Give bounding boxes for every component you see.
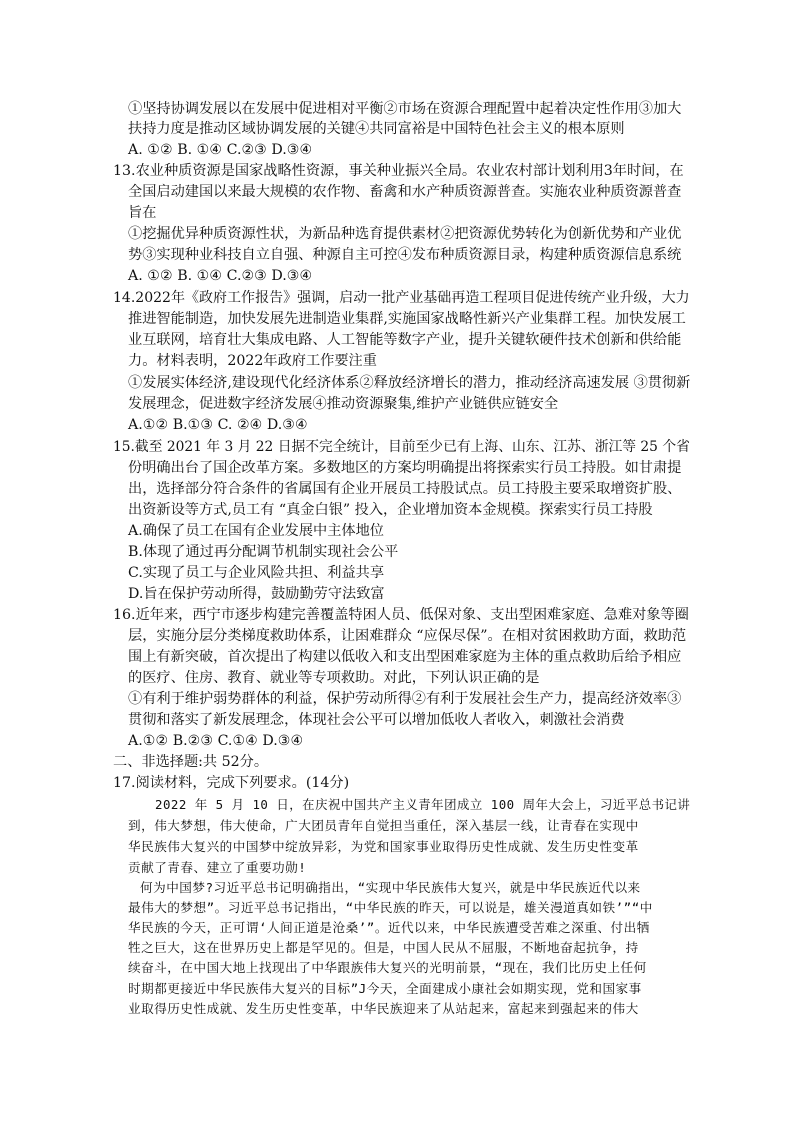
text-line: ①挖掘优异种质资源性状，为新品种选育提供素材②把资源优势转化为创新优势和产业优 [128, 226, 682, 242]
text-line: 出资新设等方式,员工有 “真金白银” 投入，企业增加资本金规模。探索实行员工持股 [128, 502, 653, 518]
text-line: 15.截至 2021 年 3 月 22 日据不完全统计，目前至少已有上海、山东、江苏、浙江等 25 个省 [113, 439, 690, 455]
text-line: 13.农业种质资源是国家战略性资源，事关种业振兴全局。农业农村部计划利用3年时间，在 [113, 163, 684, 179]
text-line: ①发展实体经济,建设现代化经济体系②释放经济增长的潜力，推动经济高速发展 ③贯彻新 [128, 375, 691, 391]
text-line: A. ①② B. ①④ C.②③ D.③④ [128, 142, 313, 158]
text-line: 围上有新突破，首次提出了构建以低收入和支出型困难家庭为主体的重点救助后给予相应 [128, 649, 682, 665]
material-line: 何为中国梦?习近平总书记明确指出，“实现中华民族伟大复兴，就是中华民族近代以来 [140, 880, 641, 895]
material-line: 最伟大的梦想”。习近平总书记指出，“中华民族的昨天，可以说是，雄关漫道真如铁’”“中 [128, 900, 653, 915]
material-line: 贡献了青春、建立了重要功勋! [128, 860, 307, 875]
text-line: A.确保了员工在国有企业发展中主体地位 [128, 523, 384, 539]
text-line: D.旨在保护劳动所得，鼓励勤劳守法致富 [128, 586, 385, 602]
text-line: A.①② B.②③ C.①④ D.③④ [128, 733, 304, 749]
text-line: 发展理念，促进数字经济发展④推动资源聚集,维护产业链供应链安全 [128, 396, 559, 412]
text-line: ①有利于维护弱势群体的利益，保护劳动所得②有利于发展社会生产力，提高经济效率③ [128, 691, 682, 707]
text-line: 出，选择部分符合条件的省属国有企业开展员工持股试点。员工持股主要采取增资扩股、 [128, 481, 682, 497]
text-line: 全国启动建国以来最大规模的农作物、畜禽和水产种质资源普查。实施农业种质资源普查 [128, 184, 682, 200]
text-line: A. ①② B. ①④ C.②③ D.③④ [128, 268, 313, 284]
text-line: 力。材料表明，2022年政府工作要注重 [128, 353, 377, 369]
text-line: 份明确出台了国企改革方案。多数地区的方案均明确提出将探索实行员工持股。如甘肃提 [128, 460, 682, 476]
text-line: C.实现了员工与企业风险共担、利益共享 [128, 565, 385, 581]
text-line: 层，实施分层分类梯度救助体系，让困难群众 “应保尽保”。在相对贫困救助方面，救助范 [128, 628, 687, 644]
text-line: 业互联网，培育壮大集成电路、人工智能等数字产业，提升关键软硬件技术创新和供给能 [128, 332, 682, 348]
material-line: 华民族伟大复兴的中国梦中绽放异彩，为党和国家事业取得历史性成就、发生历史性变革 [128, 839, 639, 854]
text-line: 贯彻和落实了新发展理念，体现社会公平可以增加低收人者收入，刺激社会消费 [128, 712, 625, 728]
text-line: 的医疗、住房、教育、就业等专项救助。对此，下列认识正确的是 [128, 670, 540, 686]
text-line: 17.阅读材料，完成下列要求。(14分) [113, 775, 350, 791]
material-line: 时期都更接近中华民族伟大复兴的目标”J今天，全面建成小康社会如期实现，党和国家事 [128, 981, 642, 996]
material-line: 到，伟大梦想，伟大使命，广大团员青年自觉担当重任，深入基层一线，让青春在实现中 [128, 818, 639, 833]
text-line: B.体现了通过再分配调节机制实现社会公平 [128, 544, 399, 560]
text-line: A.①② B.①③ C. ②④ D.③④ [128, 417, 308, 433]
text-line: 二、非选择题:共 52分。 [113, 754, 269, 770]
material-line: 华民族的今天，正可谓‘人间正道是沧桑’”。近代以来，中华民族遭受苦难之深重、付出牺 [128, 920, 650, 935]
text-line: ①坚持协调发展以在发展中促进相对平衡②市场在资源合理配置中起着决定性作用③加大 [128, 101, 682, 117]
material-line: 业取得历史性成就、发生历史性变革，中华民族迎来了从站起来，富起来到强起来的伟大 [128, 1001, 639, 1016]
text-line: 旨在 [128, 205, 157, 221]
text-line: 推进智能制造，加快发展先进制造业集群,实施国家战略性新兴产业集群工程。加快发展工 [128, 311, 686, 327]
material-line: 2022 年 5 月 10 日，在庆祝中国共产主义青年团成立 100 周年大会上，习近平总书记讲 [155, 797, 691, 812]
material-line: 续奋斗，在中国大地上找现出了中华跟族伟大复兴的光明前景，“现在，我们比历史上任何 [128, 960, 647, 975]
material-line: 牲之巨大，这在世界历史上都是罕见的。但是，中国人民从不屈服，不断地奋起抗争，持 [128, 940, 639, 955]
text-line: 16.近年来，西宁市逐步构建完善覆盖特困人员、低保对象、支出型困难家庭、急难对象等圈 [113, 607, 689, 623]
text-line: 扶持力度是推动区域协调发展的关键④共同富裕是中国特色社会主义的根本原则 [128, 121, 625, 137]
text-line: 势③实现种业科技自立自强、种源自主可控④发布种质资源目录，构建种质资源信息系统 [128, 247, 682, 263]
text-line: 14.2022年《政府工作报告》强调，启动一批产业基础再造工程项目促进传统产业升级，大力 [113, 290, 690, 306]
